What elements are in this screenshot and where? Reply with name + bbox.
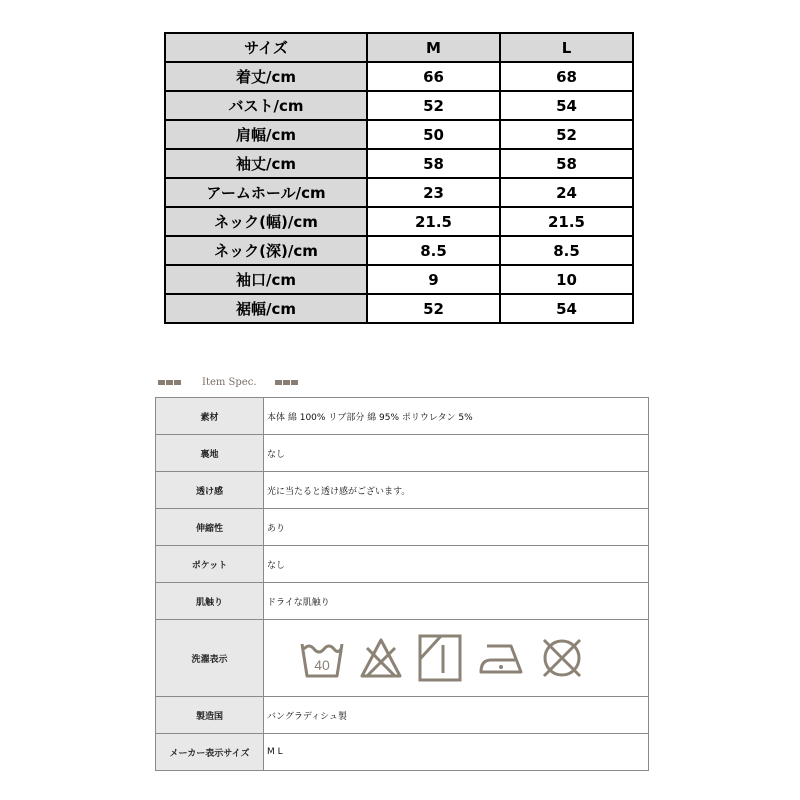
spec-label: 透け感	[156, 472, 264, 509]
wash-40-icon	[299, 636, 345, 680]
value-l: 24	[500, 178, 633, 207]
spec-value: なし	[264, 435, 649, 472]
table-row	[156, 509, 649, 546]
size-table-header	[165, 33, 633, 62]
value-m: 66	[367, 62, 500, 91]
row-label: 肩幅/cm	[165, 120, 367, 149]
value-l: 54	[500, 91, 633, 120]
value-l: 54	[500, 294, 633, 323]
spec-value: M L	[264, 734, 649, 771]
spec-label: 肌触り	[156, 583, 264, 620]
line-dry-shade-icon	[417, 633, 463, 683]
value-l: 10	[500, 265, 633, 294]
value-m: 52	[367, 91, 500, 120]
iron-low-icon	[477, 640, 525, 676]
row-label: ネック(深)/cm	[165, 236, 367, 265]
spec-value: 光に当たると透け感がございます。	[264, 472, 649, 509]
spec-label: 裏地	[156, 435, 264, 472]
row-label: 裾幅/cm	[165, 294, 367, 323]
spec-label: メーカー表示サイズ	[156, 734, 264, 771]
decorative-squares-left	[158, 380, 181, 385]
header-m: M	[367, 33, 500, 62]
item-spec-title: Item Spec.	[202, 376, 257, 388]
table-row	[165, 294, 633, 323]
value-m: 9	[367, 265, 500, 294]
table-row	[165, 91, 633, 120]
do-not-bleach-icon	[359, 636, 403, 680]
value-m: 8.5	[367, 236, 500, 265]
table-row	[156, 472, 649, 509]
value-m: 58	[367, 149, 500, 178]
table-row-care	[156, 620, 649, 697]
table-row	[156, 697, 649, 734]
do-not-tumble-dry-icon	[539, 635, 585, 681]
value-l: 68	[500, 62, 633, 91]
row-label: 着丈/cm	[165, 62, 367, 91]
size-table	[164, 32, 634, 324]
table-row	[165, 265, 633, 294]
table-row	[165, 149, 633, 178]
spec-value: バングラディシュ製	[264, 697, 649, 734]
table-row	[156, 546, 649, 583]
row-label: アームホール/cm	[165, 178, 367, 207]
table-row	[165, 62, 633, 91]
header-size: サイズ	[165, 33, 367, 62]
table-row	[165, 207, 633, 236]
value-l: 58	[500, 149, 633, 178]
spec-label: 伸縮性	[156, 509, 264, 546]
spec-label: 素材	[156, 398, 264, 435]
table-row	[156, 398, 649, 435]
wash-temperature: 40	[314, 657, 330, 673]
spec-value: 本体 綿 100% リブ部分 綿 95% ポリウレタン 5%	[264, 398, 649, 435]
value-m: 50	[367, 120, 500, 149]
spec-label: 製造国	[156, 697, 264, 734]
value-m: 52	[367, 294, 500, 323]
value-m: 21.5	[367, 207, 500, 236]
spec-value: なし	[264, 546, 649, 583]
table-row	[165, 178, 633, 207]
table-row	[156, 734, 649, 771]
value-m: 23	[367, 178, 500, 207]
value-l: 21.5	[500, 207, 633, 236]
decorative-squares-right	[275, 380, 298, 385]
table-row	[165, 120, 633, 149]
value-l: 52	[500, 120, 633, 149]
spec-label: 洗濯表示	[156, 620, 264, 697]
row-label: バスト/cm	[165, 91, 367, 120]
value-l: 8.5	[500, 236, 633, 265]
item-spec-table	[155, 397, 649, 771]
row-label: ネック(幅)/cm	[165, 207, 367, 236]
spec-value: あり	[264, 509, 649, 546]
spec-value: ドライな肌触り	[264, 583, 649, 620]
row-label: 袖口/cm	[165, 265, 367, 294]
spec-label: ポケット	[156, 546, 264, 583]
table-row	[156, 435, 649, 472]
header-l: L	[500, 33, 633, 62]
table-row	[156, 583, 649, 620]
care-symbols	[264, 620, 649, 697]
row-label: 袖丈/cm	[165, 149, 367, 178]
item-spec-heading	[158, 375, 298, 389]
table-row	[165, 236, 633, 265]
